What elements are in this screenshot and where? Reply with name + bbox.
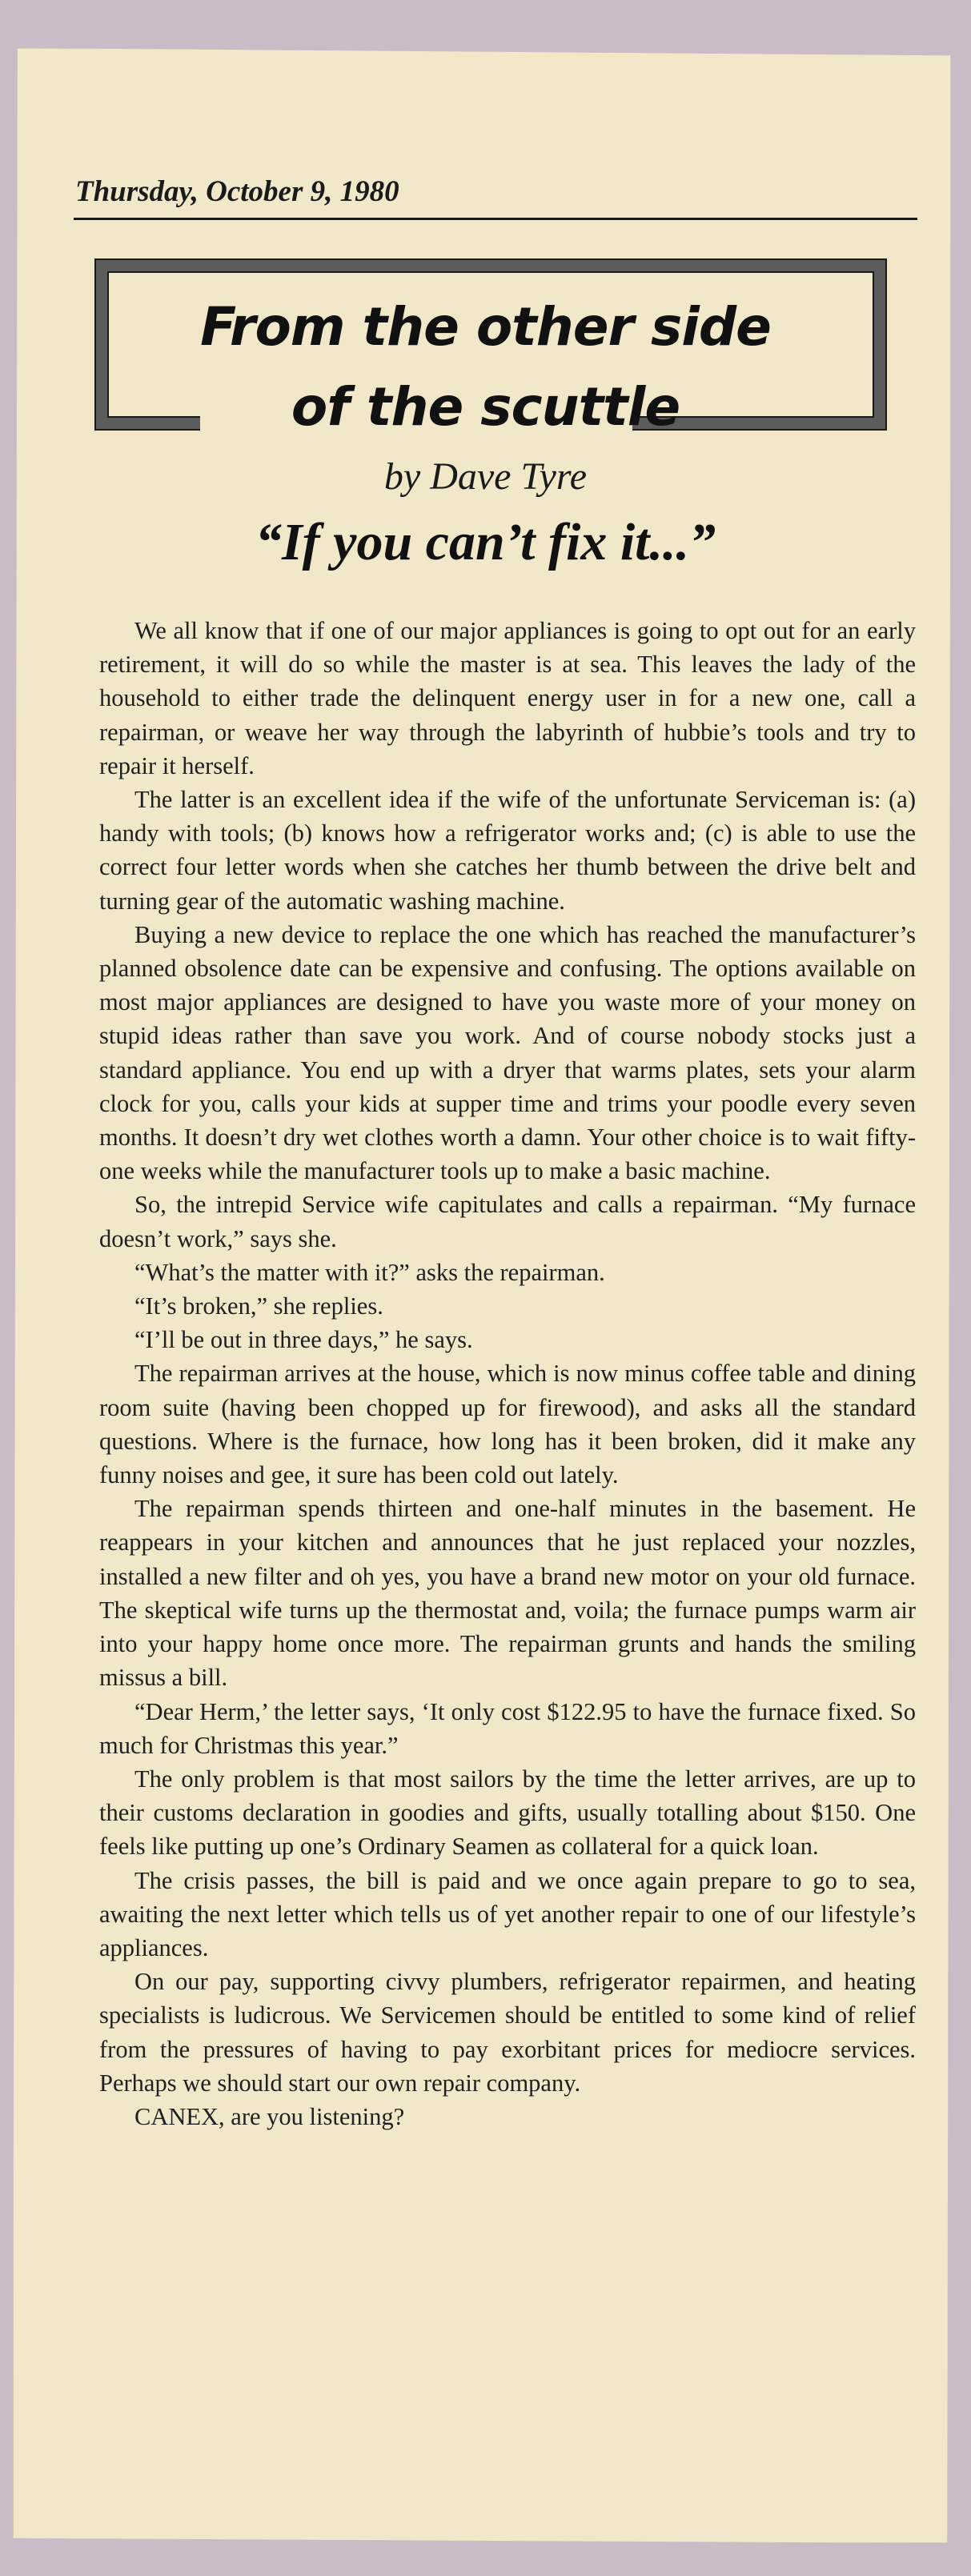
paragraph: On our pay, supporting civvy plumbers, refrigerator repairmen, and heating specialists is ludicrous. We Servicemen should be entitled to some kind of relief from the pressures of having to pay exorbitant prices for mediocre services. Perhaps we should start our own repair company. xyxy=(99,1968,916,2097)
byline: by Dave Tyre xyxy=(383,455,588,498)
paragraph: We all know that if one of our major appliances is going to opt out for an early retirement, it will do so while the master is at sea. This leaves the lady of the household to either trade the delinquent energy user in for a new one, call a repairman, or weave her way through the labyrinth of hubbie’s tools and try to repair it herself. xyxy=(99,617,916,779)
paragraph: “What’s the matter with it?” asks the repairman. xyxy=(134,1258,605,1286)
paragraph: “Dear Herm,’ the letter says, ‘It only cost $122.95 to have the furnace fixed. So much for Christmas this year.” xyxy=(99,1697,916,1759)
paragraph: The only problem is that most sailors by the time the letter arrives, are up to their customs declaration in goodies and gifts, usually totalling about $150. One feels like putting up one’s Ordinary Seamen as collateral for a quick loan. xyxy=(99,1765,916,1861)
paragraph: So, the intrepid Service wife capitulates and calls a repairman. “My furnace doesn’t work,” says she. xyxy=(99,1191,916,1252)
paragraph: CANEX, are you listening? xyxy=(134,2102,405,2130)
header-rule xyxy=(74,218,917,220)
paragraph: The latter is an excellent idea if the wife of the unfortunate Serviceman is: (a) handy with tools; (b) knows how a refrigerator works and; (c) is able to use the correct four letter words when she catches her thumb between the drive belt and turning gear of the automatic washing machine. xyxy=(99,786,916,915)
article-body xyxy=(99,614,916,2133)
paragraph: The crisis passes, the bill is paid and we once again prepare to go to sea, awaiting the next letter which tells us of yet another repair to one of our lifestyle’s appliances. xyxy=(99,1866,916,1961)
paragraph: “I’ll be out in three days,” he says. xyxy=(134,1326,473,1354)
column-title-line2: of the scuttle xyxy=(291,376,680,438)
paragraph: “It’s broken,” she replies. xyxy=(134,1292,383,1320)
paragraph: Buying a new device to replace the one which has reached the manufacturer’s planned obsolence date can be expensive and confusing. The options available on most major appliances are designed to have you waste more of your money on stupid ideas rather than save you work. And of course nobody stocks just a standard appliance. You end up with a dryer that warms plates, sets your alarm clock for you, calls your kids at supper time and trims your poodle every seven months. It doesn’t dry wet clothes worth a damn. Your other choice is to wait fifty-one weeks while the manufacturer tools up to make a basic machine. xyxy=(99,920,916,1185)
column-title-line1: From the other side xyxy=(200,296,771,358)
paragraph: The repairman arrives at the house, which is now minus coffee table and dining room suite (having been chopped up for firewood), and asks all the standard questions. Where is the furnace, how long has it been broken, did it make any funny noises and gee, it sure has been cold out lately. xyxy=(99,1360,916,1489)
paragraph: The repairman spends thirteen and one-half minutes in the basement. He reappears in your kitchen and announces that he just replaced your nozzles, installed a new filter and oh yes, you have a brand new motor on your old furnace. The skeptical wife turns up the thermostat and, voila; the furnace pumps warm air into your happy home once more. The repairman grunts and hands the smiling missus a bill. xyxy=(99,1495,916,1692)
article-headline: “If you can’t fix it...” xyxy=(255,513,716,571)
dateline: Thursday, October 9, 1980 xyxy=(75,175,399,208)
